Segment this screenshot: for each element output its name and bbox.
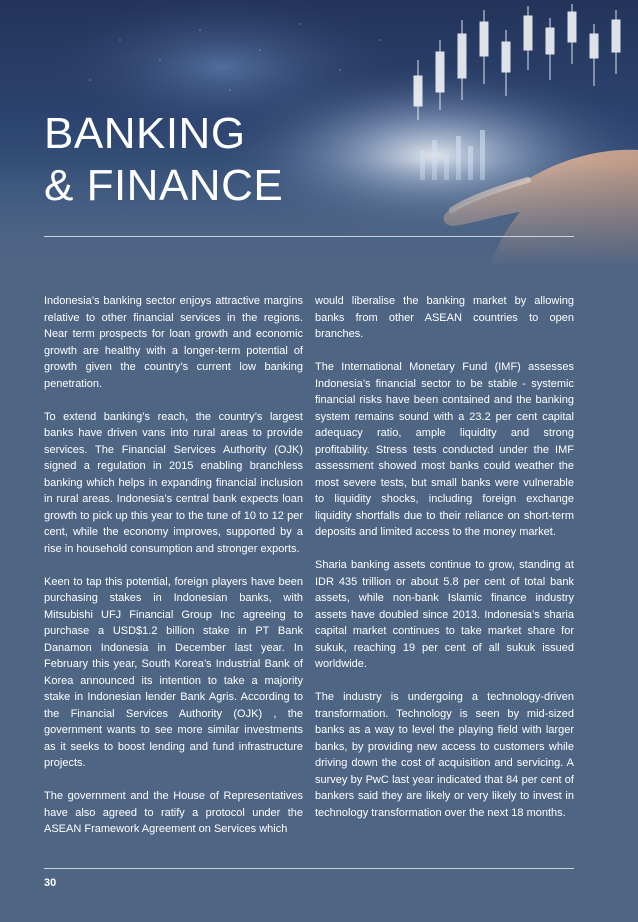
article-body	[44, 293, 574, 838]
title-line-2: & FINANCE	[44, 161, 284, 210]
paragraph: would liberalise the banking market by allowing banks from other ASEAN countries to open branches.	[315, 295, 574, 340]
title-line-1: BANKING	[44, 109, 246, 158]
paragraph: The International Monetary Fund (IMF) assesses Indonesia’s financial sector to be stable - systemic financial risks have been contained and the banking system remains sound with a 23.2 per cent capital adequacy ratio, ample liquidity and strong profitability. Stress tests conducted under the IMF assessment showed most banks could weather the most severe tests, but small banks were vulnerable to liquidity shocks, including foreign exchange liquidity shortfalls due to their reliance on short-term deposits and limited access to the money market.	[315, 361, 574, 538]
left-column	[44, 293, 303, 838]
right-column	[315, 293, 574, 838]
page-title	[44, 108, 283, 212]
paragraph: The industry is undergoing a technology-driven transformation. Technology is seen by mid-sized banks as a way to level the playing field with larger banks, by providing new access to customers while driving down the cost of acquisition and servicing. A survey by PwC last year indicated that 84 per cent of bankers said they are likely or very likely to invest in technology transformation over the next 18 months.	[315, 691, 574, 819]
footer-divider	[44, 868, 574, 869]
paragraph: To extend banking’s reach, the country’s largest banks have driven vans into rural areas to provide services. The Financial Services Authority (OJK) signed a regulation in 2015 enabling branchless banking which helps in expanding financial inclusion in rural areas. Indonesia’s central bank expects loan growth to pick up this year to the tune of 10 to 12 per cent, while the economy improves, supported by a rise in household consumption and stronger exports.	[44, 410, 303, 555]
title-divider	[44, 236, 574, 237]
paragraph: Indonesia’s banking sector enjoys attractive margins relative to other financial services in the regions. Near term prospects for loan growth and economic growth are healthy with a longer-term potential of growth given the country’s current low banking penetration.	[44, 295, 303, 390]
paragraph: Sharia banking assets continue to grow, standing at IDR 435 trillion or about 5.8 per cent of total bank assets, while non-bank Islamic finance industry assets have doubled since 2013. Indonesia’s sharia capital market continues to take market share for sukuk, reaching 19 per cent of all sukuk issued worldwide.	[315, 559, 574, 670]
paragraph: The government and the House of Representatives have also agreed to ratify a protocol under the ASEAN Framework Agreement on Services which	[44, 790, 303, 835]
page-number: 30	[44, 877, 57, 889]
hero-banner	[0, 0, 638, 268]
paragraph: Keen to tap this potential, foreign players have been purchasing stakes in Indonesian banks, with Mitsubishi UFJ Financial Group Inc agreeing to purchase a USD$1.2 billion stake in PT Bank Danamon Indonesia in December last year. In February this year, South Korea’s Industrial Bank of Korea announced its intention to take a majority stake in Indonesian lender Bank Agris. According to the Financial Services Authority (OJK) , the government wants to see more similar investments as it seeks to boost lending and fund infrastructure projects.	[44, 575, 303, 769]
